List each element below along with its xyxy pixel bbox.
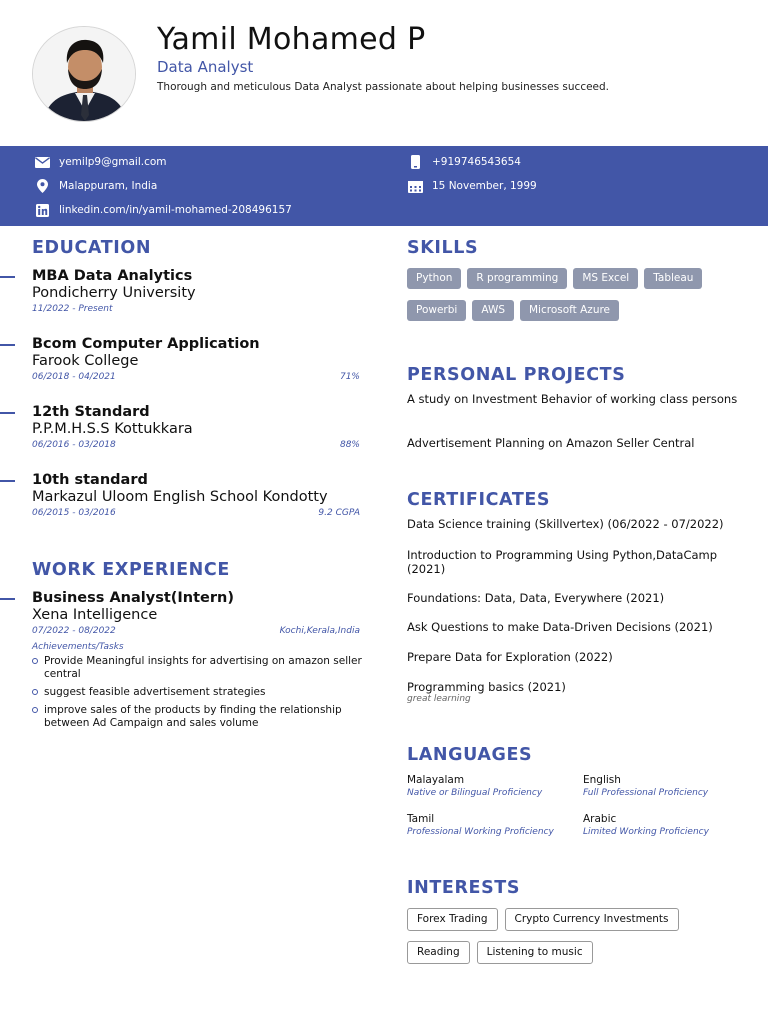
- degree-title: 12th Standard: [32, 404, 150, 420]
- interest-chip: Crypto Currency Investments: [505, 908, 679, 931]
- task-item: [32, 686, 362, 699]
- entry-marker: [0, 480, 15, 482]
- education-grade: 88%: [339, 440, 360, 450]
- education-dates: 11/2022 - Present: [32, 304, 113, 314]
- work-heading: WORK EXPERIENCE: [32, 560, 230, 580]
- phone-text: +919746543654: [432, 156, 521, 168]
- skill-chip: MS Excel: [573, 268, 638, 289]
- certificate-item: Foundations: Data, Data, Everywhere (2021): [407, 591, 665, 605]
- language-name: Arabic: [583, 813, 617, 825]
- certificate-item: Introduction to Programming Using Python,DataCamp (2021): [407, 548, 718, 576]
- school-name: Farook College: [32, 353, 139, 369]
- education-dates: 06/2016 - 03/2018: [32, 440, 116, 450]
- skill-chip: Powerbi: [407, 300, 466, 321]
- degree-title: Bcom Computer Application: [32, 336, 260, 352]
- certificate-issuer: great learning: [407, 694, 471, 704]
- tasks-label: Achievements/Tasks: [32, 642, 124, 652]
- task-item: [32, 704, 362, 730]
- calendar-icon: [407, 179, 423, 193]
- education-dates: 06/2015 - 03/2016: [32, 508, 116, 518]
- profile-photo: [32, 26, 136, 122]
- certificate-item: Programming basics (2021): [407, 680, 566, 694]
- linkedin-text: linkedin.com/in/yamil-mohamed-208496157: [59, 204, 292, 216]
- language-item: [407, 813, 577, 837]
- language-name: Tamil: [407, 813, 435, 825]
- languages-heading: LANGUAGES: [407, 745, 533, 765]
- degree-title: MBA Data Analytics: [32, 268, 193, 284]
- position-title: Business Analyst(Intern): [32, 590, 234, 606]
- job-title: Data Analyst: [157, 58, 254, 76]
- school-name: P.P.M.H.S.S Kottukkara: [32, 421, 193, 437]
- contact-email[interactable]: [34, 155, 167, 169]
- skill-chip: Python: [407, 268, 461, 289]
- contact-linkedin[interactable]: [34, 203, 292, 217]
- language-level: Limited Working Proficiency: [583, 827, 709, 837]
- language-level: Native or Bilingual Proficiency: [407, 788, 543, 798]
- skills-heading: SKILLS: [407, 238, 479, 258]
- certificate-item: Prepare Data for Exploration (2022): [407, 650, 613, 664]
- education-grade: 71%: [339, 372, 360, 382]
- bullet-dot: [32, 689, 38, 695]
- language-item: [407, 774, 577, 798]
- task-text: suggest feasible advertisement strategies: [44, 686, 266, 698]
- task-text: improve sales of the products by finding the relationship between Ad Campaign and sales volume: [44, 704, 342, 729]
- school-name: Pondicherry University: [32, 285, 196, 301]
- profile-summary: Thorough and meticulous Data Analyst passionate about helping businesses succeed.: [157, 81, 610, 93]
- linkedin-icon: [34, 203, 50, 217]
- interest-chip: Listening to music: [477, 941, 593, 964]
- dob-text: 15 November, 1999: [432, 180, 537, 192]
- entry-marker: [0, 276, 15, 278]
- bullet-dot: [32, 707, 38, 713]
- education-grade: 9.2 CGPA: [318, 508, 360, 518]
- skills-list: [407, 268, 747, 332]
- language-level: Full Professional Proficiency: [583, 788, 709, 798]
- skill-chip: Tableau: [644, 268, 702, 289]
- interests-list: [407, 908, 747, 974]
- language-item: [583, 813, 753, 837]
- location-text: Malappuram, India: [59, 180, 158, 192]
- contact-dob: [407, 179, 537, 193]
- degree-title: 10th standard: [32, 472, 148, 488]
- candidate-name: Yamil Mohamed P: [157, 22, 426, 57]
- language-name: English: [583, 774, 621, 786]
- entry-marker: [0, 598, 15, 600]
- contact-band: [0, 146, 768, 226]
- language-level: Professional Working Proficiency: [407, 827, 554, 837]
- contact-phone[interactable]: [407, 155, 521, 169]
- email-text: yemilp9@gmail.com: [59, 156, 167, 168]
- company-name: Xena Intelligence: [32, 607, 158, 623]
- project-item: A study on Investment Behavior of working class persons: [407, 392, 738, 406]
- bullet-dot: [32, 658, 38, 664]
- skill-chip: AWS: [472, 300, 514, 321]
- language-item: [583, 774, 753, 798]
- interest-chip: Reading: [407, 941, 470, 964]
- entry-marker: [0, 412, 15, 414]
- education-dates: 06/2018 - 04/2021: [32, 372, 116, 382]
- certificate-item: Ask Questions to make Data-Driven Decisions (2021): [407, 620, 713, 634]
- skill-chip: Microsoft Azure: [520, 300, 619, 321]
- contact-location: [34, 179, 157, 193]
- entry-marker: [0, 344, 15, 346]
- education-heading: EDUCATION: [32, 238, 152, 258]
- phone-icon: [407, 155, 423, 169]
- work-dates: 07/2022 - 08/2022: [32, 626, 116, 636]
- task-text: Provide Meaningful insights for advertising on amazon seller central: [44, 655, 362, 680]
- certificates-heading: CERTIFICATES: [407, 490, 551, 510]
- interest-chip: Forex Trading: [407, 908, 498, 931]
- school-name: Markazul Uloom English School Kondotty: [32, 489, 328, 505]
- work-location: Kochi,Kerala,India: [279, 626, 360, 636]
- interests-heading: INTERESTS: [407, 878, 521, 898]
- skill-chip: R programming: [467, 268, 567, 289]
- task-list: [32, 655, 362, 735]
- location-pin-icon: [34, 179, 50, 193]
- project-item: Advertisement Planning on Amazon Seller Central: [407, 436, 695, 450]
- certificate-item: Data Science training (Skillvertex) (06/2022 - 07/2022): [407, 517, 724, 531]
- task-item: [32, 655, 362, 681]
- projects-heading: PERSONAL PROJECTS: [407, 365, 626, 385]
- language-name: Malayalam: [407, 774, 465, 786]
- email-icon: [34, 155, 50, 169]
